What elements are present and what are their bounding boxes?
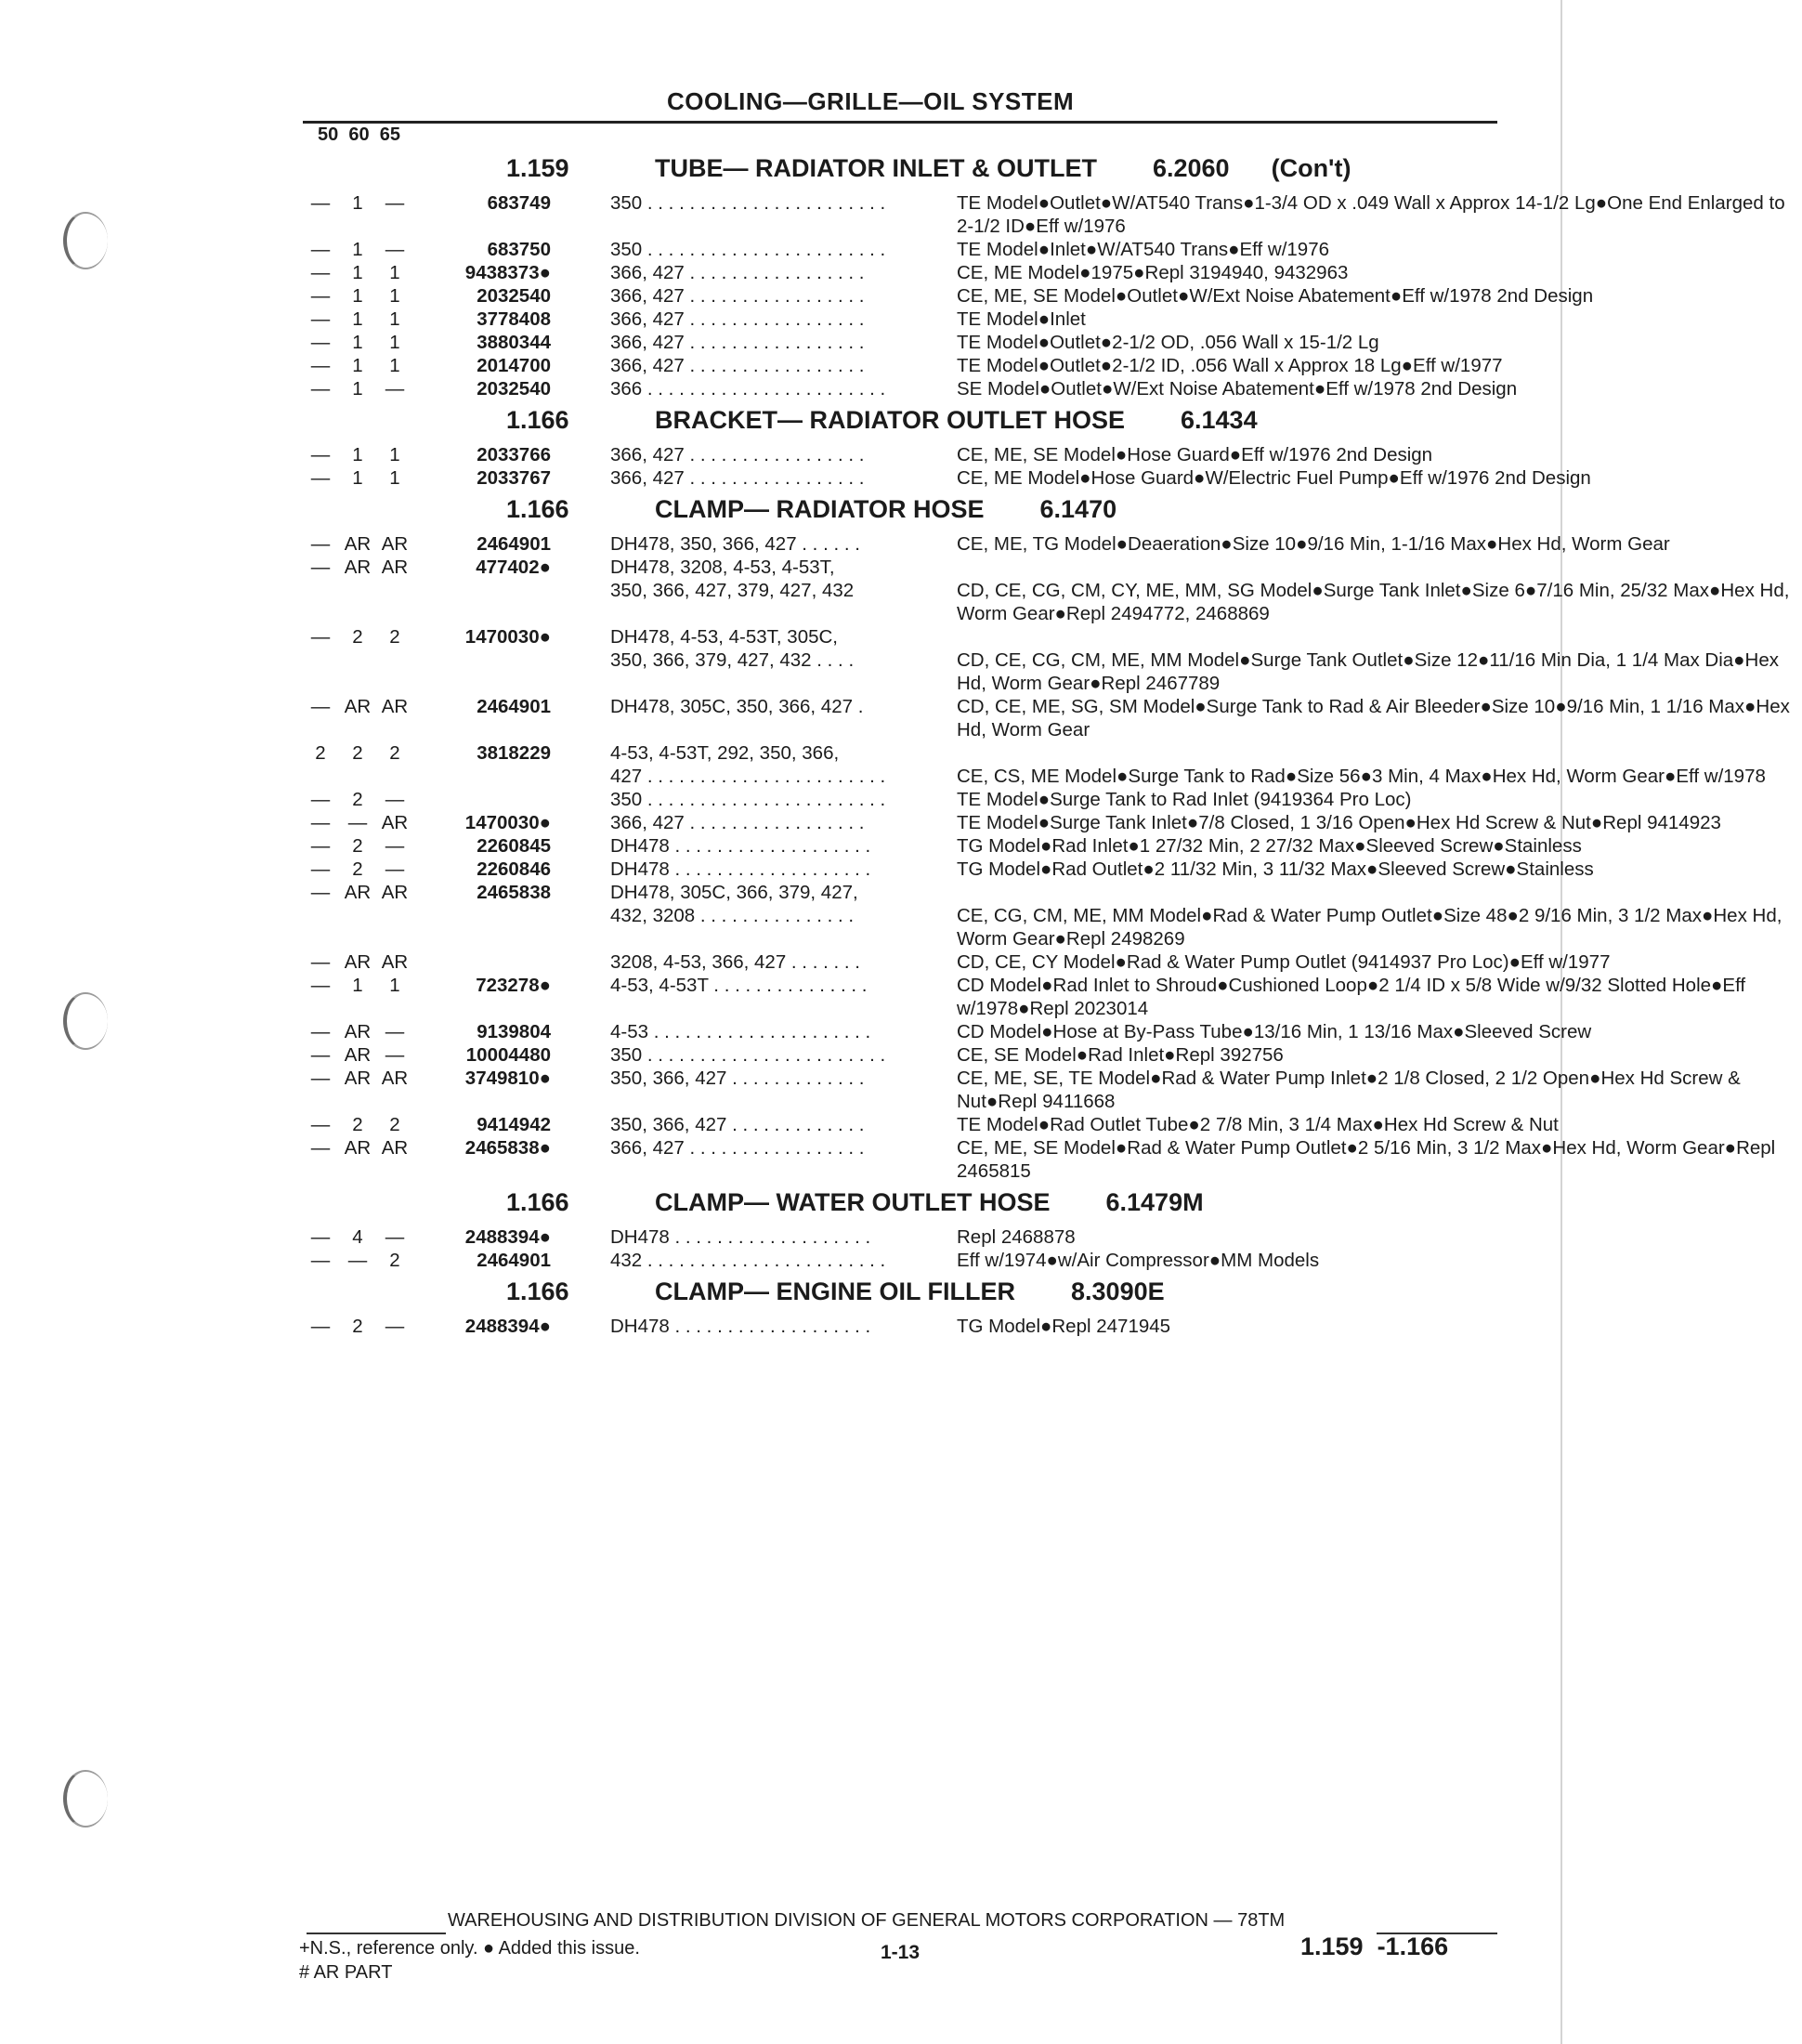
qty-1950: — [310,308,331,330]
description: CE, ME Model●1975●Repl 3194940, 9432963 [957,262,1349,283]
qty-1950: — [310,285,331,307]
part-row [302,1020,1592,1043]
model-list: 350 . . . . . . . . . . . . . . . . . . . . . . . [610,239,886,260]
qty-1960: AR [344,533,372,555]
qty-1960: 1 [352,467,363,489]
description: Repl 2468878 [957,1226,1076,1248]
model-list: DH478, 4-53, 4-53T, 305C, 350, 366, 379, 427, 432 . . . . [610,626,855,671]
part-number: 2033767 [477,467,551,489]
qty-1965: — [385,378,405,400]
model-list: DH478, 305C, 366, 379, 427, 432, 3208 . . . . . . . . . . . . . . . [610,882,858,926]
part-number: 2464901 [477,533,551,555]
model-list: DH478 . . . . . . . . . . . . . . . . . . . [610,858,871,880]
description: TE Model●Outlet●2-1/2 ID, .056 Wall x Approx 18 Lg●Eff w/1977 [957,355,1503,376]
group-number: 1.159 [506,154,569,182]
qty-1960: AR [344,951,372,973]
qty-1965: AR [381,557,409,578]
part-number: 3778408 [477,308,551,330]
qty-1960: 1 [352,239,363,260]
model-list: 432 . . . . . . . . . . . . . . . . . . . . . . . [610,1250,886,1271]
part-number: 9139804 [477,1021,551,1042]
part-number: 2465838● [464,1137,551,1159]
model-list: 366, 427 . . . . . . . . . . . . . . . . . [610,1137,865,1159]
part-row [302,284,1594,308]
part-row [302,811,1721,834]
part-number: 2033766 [477,444,551,465]
description: TG Model●Rad Inlet●1 27/32 Min, 2 27/32 Max●Sleeved Screw●Stainless [957,835,1582,857]
qty-1960: AR [344,1137,372,1159]
binder-hole [63,992,108,1050]
part-row [302,308,1509,331]
qty-1950: — [310,1021,331,1042]
qty-1965: — [385,192,405,214]
model-list: 366 . . . . . . . . . . . . . . . . . . . . . . . [610,378,886,400]
title-rule [303,121,1497,124]
qty-1950: — [310,1226,331,1248]
qty-1965: AR [381,882,409,903]
qty-1960: 1 [352,308,363,330]
model-list: 350 . . . . . . . . . . . . . . . . . . . . . . . [610,192,886,214]
qty-1950: 2 [315,742,326,764]
qty-1960: AR [344,557,372,578]
part-number: 683750 [487,239,551,260]
qty-1965: 1 [389,355,400,376]
qty-1950: — [310,262,331,283]
part-number: 2464901 [477,696,551,717]
footer-rule [307,1933,446,1934]
description: TE Model●Outlet●W/AT540 Trans●1-3/4 OD x .049 Wall x Approx 14-1/2 Lg●One End Enlarged to 2-1/2 ID●Eff w/1976 [957,192,1785,237]
model-list: DH478 . . . . . . . . . . . . . . . . . . . [610,835,871,857]
section-title: TUBE— RADIATOR INLET & OUTLET 6.2060 (Con't) [655,154,1352,182]
description: CD, CE, CY Model●Rad & Water Pump Outlet (9414937 Pro Loc)●Eff w/1977 [957,951,1611,973]
qty-1950: — [310,1044,331,1066]
qty-1965: — [385,1226,405,1248]
group-number: 1.166 [506,1188,569,1216]
section-title: CLAMP— RADIATOR HOSE 6.1470 [655,495,1117,523]
qty-1950: — [310,696,331,717]
qty-1965: AR [381,812,409,833]
description: CD, CE, ME, SG, SM Model●Surge Tank to Rad & Air Bleeder●Size 10●9/16 Min, 1 1/16 Max●Hex Hd, Worm Gear [957,696,1790,740]
part-row [302,950,1611,974]
qty-1960: — [347,1250,368,1271]
qty-1965: — [385,1316,405,1337]
part-row [302,1136,1776,1183]
qty-1950: — [310,355,331,376]
part-number: 477402● [476,557,551,578]
description: TG Model●Rad Outlet●2 11/32 Min, 3 11/32 Max●Sleeved Screw●Stainless [957,858,1594,880]
qty-1965: — [385,835,405,857]
part-number: 683749 [487,192,551,214]
qty-1960: 2 [352,742,363,764]
qty-1965: 2 [389,1114,400,1135]
qty-1965: AR [381,1137,409,1159]
part-number: 2464901 [477,1250,551,1271]
qty-1965: 1 [389,332,400,353]
qty-1950: — [310,467,331,489]
description: CD Model●Hose at By-Pass Tube●13/16 Min, 1 13/16 Max●Sleeved Screw [957,1021,1592,1042]
model-list: 350 . . . . . . . . . . . . . . . . . . . . . . . [610,1044,886,1066]
qty-1950: — [310,951,331,973]
binder-hole [63,1770,108,1828]
description: Eff w/1974●w/Air Compressor●MM Models [957,1250,1320,1271]
qty-1950: — [310,378,331,400]
description: CE, CG, CM, ME, MM Model●Rad & Water Pump Outlet●Size 48●2 9/16 Min, 3 1/2 Max●Hex Hd, Worm Gear●Repl 2498269 [957,905,1782,950]
model-list: 350, 366, 427 . . . . . . . . . . . . . [610,1068,865,1089]
qty-1965: 1 [389,467,400,489]
page-number: 1-13 [881,1942,921,1963]
qty-1960: AR [344,882,372,903]
qty-1960: 2 [352,626,363,648]
qty-1960: 2 [352,858,363,880]
qty-1950: — [310,626,331,648]
qty-1950: — [310,975,331,996]
model-list: 366, 427 . . . . . . . . . . . . . . . . . [610,812,865,833]
model-list: 4-53, 4-53T, 292, 350, 366, 427 . . . . . . . . . . . . . . . . . . . . . . . [610,742,886,787]
part-number: 9438373● [464,262,551,283]
qty-1950: — [310,1250,331,1271]
qty-1960: AR [344,1068,372,1089]
part-row [302,466,1591,490]
qty-1965: AR [381,951,409,973]
description: CD, CE, CG, CM, ME, MM Model●Surge Tank Outlet●Size 12●11/16 Min Dia, 1 1/4 Max Dia●Hex Hd, Worm Gear●Repl 2467789 [957,649,1780,694]
part-row [302,974,1746,1020]
model-list: 366, 427 . . . . . . . . . . . . . . . . . [610,467,865,489]
qty-1960: 1 [352,355,363,376]
description: CE, ME, SE Model●Rad & Water Pump Outlet●2 5/16 Min, 3 1/2 Max●Hex Hd, Worm Gear●Repl 2465815 [957,1137,1776,1182]
description: TE Model●Surge Tank Inlet●7/8 Closed, 1 3/16 Open●Hex Hd Screw & Nut●Repl 9414923 [957,812,1721,833]
qty-1965: AR [381,533,409,555]
qty-1960: 1 [352,262,363,283]
description: TE Model●Inlet [957,308,1086,330]
qty-1960: 2 [352,835,363,857]
model-list: 4-53 . . . . . . . . . . . . . . . . . . . . . [610,1021,871,1042]
part-number: 1470030● [464,626,551,648]
qty-1965: AR [381,1068,409,1089]
qty-1960: 1 [352,332,363,353]
part-row [302,377,1518,400]
qty-1950: — [310,1316,331,1337]
qty-1950: — [310,192,331,214]
qty-1965: 1 [389,285,400,307]
model-list: DH478, 305C, 350, 366, 427 . [610,696,864,717]
footer-note-ar: # AR PART [299,1962,393,1983]
model-list: DH478 . . . . . . . . . . . . . . . . . . . [610,1226,871,1248]
section-title: CLAMP— WATER OUTLET HOSE 6.1479M [655,1188,1204,1216]
qty-1965: — [385,239,405,260]
qty-1965: — [385,1021,405,1042]
part-row [302,834,1582,858]
part-row [302,1067,1741,1113]
part-number: 3880344 [477,332,551,353]
part-number: 3749810● [464,1068,551,1089]
section-header [302,406,1509,443]
qty-1950: — [310,858,331,880]
qty-1960: 4 [352,1226,363,1248]
section-header [302,1188,1509,1225]
description: CE, ME, SE Model●Outlet●W/Ext Noise Abatement●Eff w/1978 2nd Design [957,285,1594,307]
part-number: 2260845 [477,835,551,857]
qty-1965: 1 [389,308,400,330]
qty-1960: 1 [352,444,363,465]
qty-1950: — [310,239,331,260]
qty-1950: — [310,1137,331,1159]
qty-1950: — [310,789,331,810]
qty-1960: AR [344,1021,372,1042]
model-list: 366, 427 . . . . . . . . . . . . . . . . . [610,332,865,353]
qty-1965: — [385,1044,405,1066]
part-number: 723278● [476,975,551,996]
part-row [302,191,1785,238]
model-list: 4-53, 4-53T . . . . . . . . . . . . . . . [610,975,868,996]
model-list: DH478, 350, 366, 427 . . . . . . [610,533,860,555]
model-list: 366, 427 . . . . . . . . . . . . . . . . . [610,444,865,465]
qty-1950: — [310,882,331,903]
description: CE, SE Model●Rad Inlet●Repl 392756 [957,1044,1284,1066]
qty-1960: 1 [352,192,363,214]
part-row [302,1225,1509,1249]
qty-1965: — [385,789,405,810]
model-list: 3208, 4-53, 366, 427 . . . . . . . [610,951,860,973]
description: CD, CE, CG, CM, CY, ME, MM, SG Model●Surge Tank Inlet●Size 6●7/16 Min, 25/32 Max●Hex Hd, Worm Gear●Repl 2494772, 2468869 [957,580,1790,624]
qty-1960: 1 [352,285,363,307]
model-list: 350, 366, 427 . . . . . . . . . . . . . [610,1114,865,1135]
binder-hole [63,212,108,269]
description: TE Model●Surge Tank to Rad Inlet (9419364 Pro Loc) [957,789,1412,810]
part-number: 3818229 [477,742,551,764]
qty-1965: 2 [389,626,400,648]
qty-1950: — [310,835,331,857]
part-row [302,331,1509,354]
parts-listing [302,149,1790,1338]
qty-1950: — [310,812,331,833]
description: CE, CS, ME Model●Surge Tank to Rad●Size 56●3 Min, 4 Max●Hex Hd, Worm Gear●Eff w/1978 [957,766,1766,787]
part-row [302,1043,1509,1067]
part-number: 9414942 [477,1114,551,1135]
qty-1950: — [310,332,331,353]
description: SE Model●Outlet●W/Ext Noise Abatement●Eff w/1978 2nd Design [957,378,1518,400]
section-header [302,1278,1509,1315]
group-number: 1.166 [506,406,569,434]
model-list: 366, 427 . . . . . . . . . . . . . . . . . [610,262,865,283]
model-list: 366, 427 . . . . . . . . . . . . . . . . . [610,355,865,376]
part-number: 1470030● [464,812,551,833]
footer-note-ns: +N.S., reference only. ● Added this issue. [299,1938,640,1959]
model-list: DH478 . . . . . . . . . . . . . . . . . . . [610,1316,871,1337]
part-row [302,788,1509,811]
section-header [302,154,1509,191]
part-row [302,1113,1559,1136]
qty-1950: — [310,1114,331,1135]
description: CE, ME, TG Model●Deaeration●Size 10●9/16 Min, 1-1/16 Max●Hex Hd, Worm Gear [957,533,1670,555]
qty-1965: AR [381,696,409,717]
section-header [302,495,1509,532]
qty-1950: — [310,444,331,465]
part-row [302,1249,1509,1272]
part-number: 2014700 [477,355,551,376]
part-row [302,625,1780,695]
description: CE, ME, SE Model●Hose Guard●Eff w/1976 2nd Design [957,444,1433,465]
footer-corporation: WAREHOUSING AND DISTRIBUTION DIVISION OF GENERAL MOTORS CORPORATION — 78TM [448,1910,1286,1931]
part-row [302,532,1670,556]
description: TE Model●Inlet●W/AT540 Trans●Eff w/1976 [957,239,1330,260]
part-row [302,238,1509,261]
qty-1960: 2 [352,1316,363,1337]
page-title: COOLING—GRILLE—OIL SYSTEM [667,87,1075,115]
part-number: 2488394● [464,1316,551,1337]
qty-1950: — [310,1068,331,1089]
qty-1960: 1 [352,378,363,400]
part-number: 2260846 [477,858,551,880]
qty-1960: 1 [352,975,363,996]
part-row [302,261,1509,284]
part-row [302,881,1782,950]
group-number: 1.166 [506,495,569,523]
qty-1950: — [310,557,331,578]
year-columns-header: 50 60 65 [318,124,400,145]
model-list: 366, 427 . . . . . . . . . . . . . . . . . [610,285,865,307]
part-row [302,858,1594,881]
qty-1960: 2 [352,789,363,810]
part-row [302,443,1509,466]
model-list: 350 . . . . . . . . . . . . . . . . . . . . . . . [610,789,886,810]
description: CE, ME, SE, TE Model●Rad & Water Pump Inlet●2 1/8 Closed, 2 1/2 Open●Hex Hd Screw & Nut●Repl 9411668 [957,1068,1741,1112]
qty-1965: 1 [389,975,400,996]
section-title: CLAMP— ENGINE OIL FILLER 8.3090E [655,1278,1165,1305]
qty-1960: AR [344,1044,372,1066]
qty-1965: 2 [389,1250,400,1271]
part-row [302,695,1790,741]
description: TE Model●Outlet●2-1/2 OD, .056 Wall x 15-1/2 Lg [957,332,1379,353]
part-number: 2488394● [464,1226,551,1248]
part-row [302,354,1509,377]
qty-1965: 1 [389,444,400,465]
part-row [302,1315,1509,1338]
part-number: 2032540 [477,378,551,400]
page-range: 1.159 -1.166 [1300,1933,1449,1960]
description: CE, ME Model●Hose Guard●W/Electric Fuel Pump●Eff w/1976 2nd Design [957,467,1591,489]
description: TG Model●Repl 2471945 [957,1316,1171,1337]
qty-1950: — [310,533,331,555]
qty-1960: 2 [352,1114,363,1135]
qty-1965: 2 [389,742,400,764]
qty-1960: AR [344,696,372,717]
section-title: BRACKET— RADIATOR OUTLET HOSE 6.1434 [655,406,1258,434]
model-list: 366, 427 . . . . . . . . . . . . . . . . . [610,308,865,330]
qty-1965: — [385,858,405,880]
part-number: 2465838 [477,882,551,903]
qty-1960: — [347,812,368,833]
model-list: DH478, 3208, 4-53, 4-53T, 350, 366, 427, 379, 427, 432 [610,557,855,601]
qty-1965: 1 [389,262,400,283]
part-row [302,556,1790,625]
description: CD Model●Rad Inlet to Shroud●Cushioned Loop●2 1/4 ID x 5/8 Wide w/9/32 Slotted Hole●Eff w/1978●Repl 2023014 [957,975,1746,1019]
group-number: 1.166 [506,1278,569,1305]
part-number: 2032540 [477,285,551,307]
part-number: 10004480 [465,1044,551,1066]
description: TE Model●Rad Outlet Tube●2 7/8 Min, 3 1/4 Max●Hex Hd Screw & Nut [957,1114,1559,1135]
part-row [302,741,1766,788]
